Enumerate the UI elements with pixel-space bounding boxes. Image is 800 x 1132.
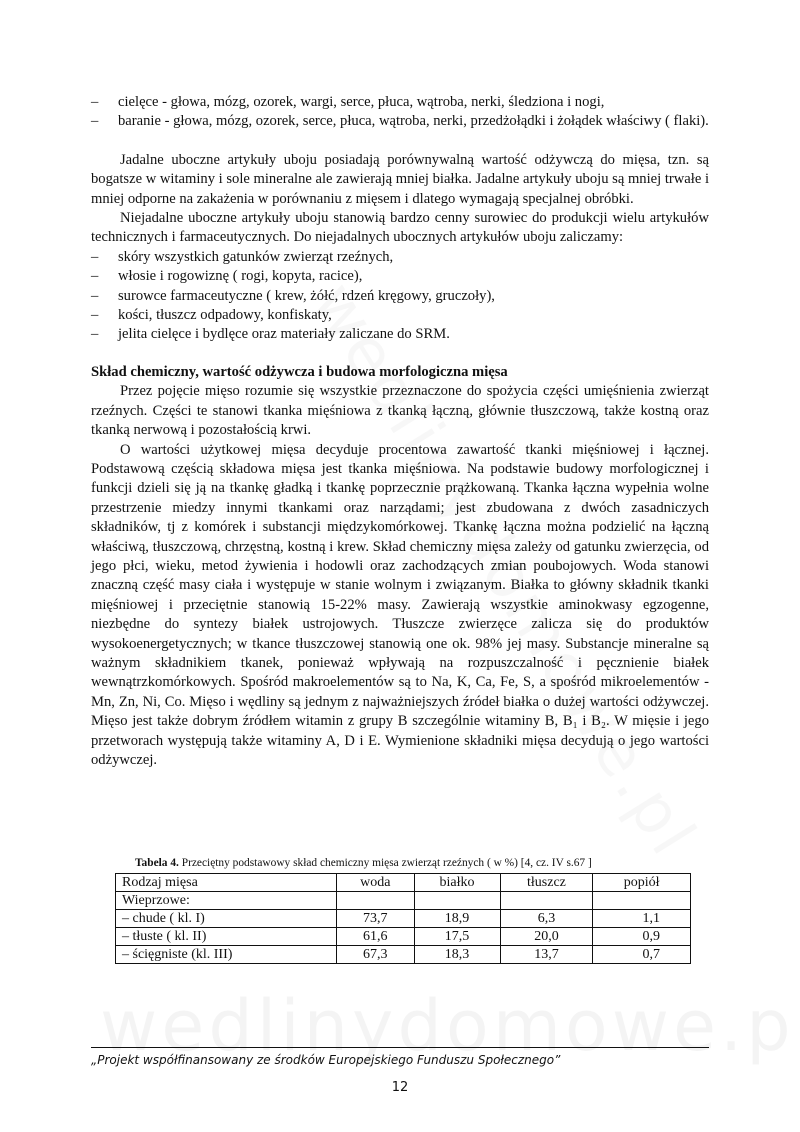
table-cell: – tłuste ( kl. II) bbox=[116, 928, 337, 946]
table-cell: 6,3 bbox=[500, 910, 593, 928]
paragraph: O wartości użytkowej mięsa decyduje procentowa zawartość tkanki mięśniowej i łącznej. Podstawową częścią składowa mięsa jest tkanka mięśniowa. Na podstawie budowy morfologicznej i funkcji dzieli się ją na tkankę gładką i tkankę poprzecznie prążkowaną. Tkanka łączna wypełnia wolne przestrzenie miedzy innymi tkankami oraz narządami; jest zbudowana z dwóch zasadniczych składników, tj z komórek i substancji międzykomórkowej. Tkankę łączna można podzielić na łączną właściwą, tłuszczową, chrzęstną, kostną i krew. Skład chemiczny mięsa zależy od gatunku zwierzęcia, od jego płci, wieku, metod żywienia i hodowli oraz zachodzących zmian poubojowych. Woda stanowi znaczną część masy ciała i występuje w stanie wolnym i związanym. Białka to główny składnik tkanki mięśniowej i przeciętnie stanowią 15-22% masy. Zawierają wszystkie aminokwasy egzogenne, niezbędne do syntezy białek ustrojowych. Tłuszcze zwierzęce zalicza się do produktów wysokoenergetycznych; w tkance tłuszczowej stanowią one ok. 98% jej masy. Substancje mineralne są ważnym składnikiem tkanek, ponieważ wpływają na rozpuszczalność i pęcznienie białek wewnątrzkomórkowych. Spośród makroelementów są to Na, K, Ca, Fe, S, a spośród mikroelementów - Mn, Zn, Ni, Co. Mięso i wędliny są jednym z najważniejszych źródeł białka o dużej wartości odżywczej. Mięso jest także dobrym źródłem witamin z grupy B szczególnie witaminy B, B₁ i B₂. W mięsie i jego przetworach występują także witaminy A, D i E. Wymienione składniki mięsa decydują o jego wartości odżywczej. bbox=[91, 441, 709, 768]
list-item-text: surowce farmaceutyczne ( krew, żółć, rdzeń kręgowy, gruczoły), bbox=[118, 287, 495, 304]
table-cell: 18,3 bbox=[414, 946, 500, 964]
list-item bbox=[91, 267, 709, 286]
column-header: Rodzaj mięsa bbox=[116, 874, 337, 892]
list-item bbox=[91, 325, 709, 344]
list-item-text: jelita cielęce i bydlęce oraz materiały zaliczane do SRM. bbox=[118, 326, 450, 343]
table-row bbox=[116, 910, 691, 928]
dash-marker: – bbox=[91, 287, 99, 304]
table-cell: 61,6 bbox=[336, 928, 414, 946]
table-caption-text: Przeciętny podstawowy skład chemiczny mięsa zwierząt rzeźnych ( w %) [4, cz. IV s.67 ] bbox=[178, 857, 592, 869]
table-cell: 1,1 bbox=[593, 910, 691, 928]
column-header: tłuszcz bbox=[500, 874, 593, 892]
table-cell: 18,9 bbox=[414, 910, 500, 928]
paragraph: Przez pojęcie mięso rozumie się wszystkie przeznaczone do spożycia części umięśnienia zwierząt rzeźnych. Części te stanowi tkanka mięśniowa z tkanką łączną, głównie tłuszczową, także kostną oraz tkanką nerwową i pozostałością krwi. bbox=[91, 383, 709, 439]
table-cell: – ścięgniste (kl. III) bbox=[116, 946, 337, 964]
footer-note: „Projekt współfinansowany ze środków Europejskiego Funduszu Społecznego” bbox=[91, 1053, 561, 1067]
inedible-list bbox=[91, 248, 709, 345]
offal-list bbox=[91, 93, 709, 132]
section-heading: Skład chemiczny, wartość odżywcza i budowa morfologiczna mięsa bbox=[91, 363, 508, 380]
list-item-text: włosie i rogowiznę ( rogi, kopyta, racice), bbox=[118, 268, 363, 285]
table-cell: – chude ( kl. I) bbox=[116, 910, 337, 928]
page-body bbox=[91, 93, 709, 770]
table-row bbox=[116, 946, 691, 964]
list-item-text: cielęce - głowa, mózg, ozorek, wargi, serce, płuca, wątroba, nerki, śledziona i nogi, bbox=[118, 94, 605, 110]
dash-marker: – bbox=[91, 113, 99, 130]
paragraph: Jadalne uboczne artykuły uboju posiadają porównywalną wartość odżywczą do mięsa, tzn. są bogatsze w witaminy i sole mineralne ale zawierają mniej białka. Jadalne artykuły uboju są mniej trwałe i mniej odporne na zakażenia w porównaniu z mięsem i dlatego wymagają specjalnej obróbki. bbox=[91, 151, 709, 207]
table-caption bbox=[135, 856, 715, 870]
table-cell: 67,3 bbox=[336, 946, 414, 964]
table-caption-label: Tabela 4. bbox=[135, 857, 179, 869]
column-header: woda bbox=[336, 874, 414, 892]
dash-marker: – bbox=[91, 248, 99, 265]
column-header: białko bbox=[414, 874, 500, 892]
table-cell: 13,7 bbox=[500, 946, 593, 964]
list-item bbox=[91, 93, 709, 112]
list-item-text: baranie - głowa, mózg, ozorek, serce, płuca, wątroba, nerki, przedżołądki i żołądek właściwy ( flaki). bbox=[118, 113, 709, 130]
composition-table bbox=[115, 873, 691, 964]
list-item bbox=[91, 287, 709, 306]
table-cell: 0,7 bbox=[593, 946, 691, 964]
list-item-text: skóry wszystkich gatunków zwierząt rzeźnych, bbox=[118, 248, 394, 265]
table-cell: 73,7 bbox=[336, 910, 414, 928]
footer-rule bbox=[91, 1047, 709, 1048]
dash-marker: – bbox=[91, 94, 99, 110]
table-group-label: Wieprzowe: bbox=[116, 892, 337, 910]
table-cell: 20,0 bbox=[500, 928, 593, 946]
dash-marker: – bbox=[91, 307, 99, 324]
list-item bbox=[91, 112, 709, 131]
table-group-row bbox=[116, 892, 691, 910]
list-item-text: kości, tłuszcz odpadowy, konfiskaty, bbox=[118, 307, 332, 324]
table-cell: 17,5 bbox=[414, 928, 500, 946]
table-cell: 0,9 bbox=[593, 928, 691, 946]
page-number: 12 bbox=[391, 1080, 409, 1095]
dash-marker: – bbox=[91, 326, 99, 343]
list-item bbox=[91, 306, 709, 325]
list-item bbox=[91, 248, 709, 267]
table-row bbox=[116, 928, 691, 946]
paragraph: Niejadalne uboczne artykuły uboju stanowią bardzo cenny surowiec do produkcji wielu artykułów technicznych i farmaceutycznych. Do niejadalnych ubocznych artykułów uboju zaliczamy: bbox=[91, 210, 709, 246]
dash-marker: – bbox=[91, 268, 99, 285]
table-header-row bbox=[116, 874, 691, 892]
column-header: popiół bbox=[593, 874, 691, 892]
